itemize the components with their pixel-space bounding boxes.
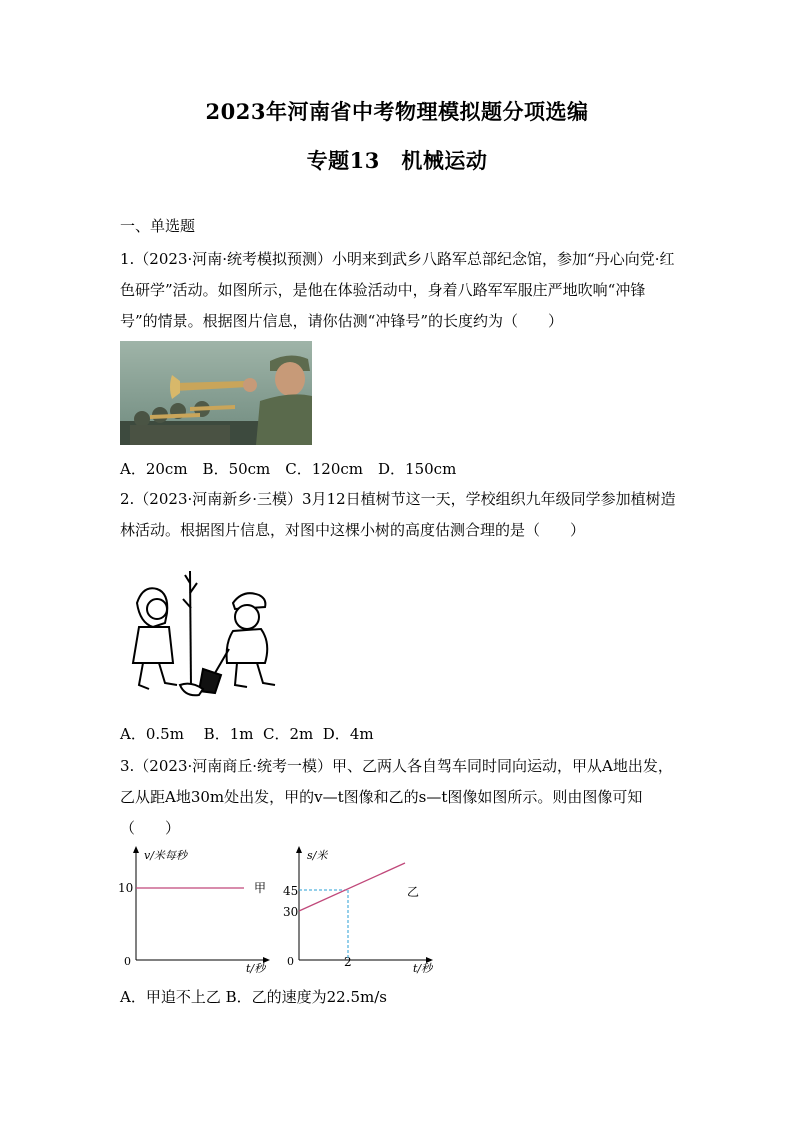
series-line-yi <box>299 863 405 911</box>
x-axis-label: t/秒 <box>413 962 433 974</box>
question-3-text: 3.（2023·河南商丘·统考一模）甲、乙两人各自驾车同时同向运动，甲从A地出发，乙从距A地30m处出发，甲的v—t图像和乙的s—t图像如图所示。则由图像可知（ ） <box>120 757 673 837</box>
series-label-yi: 乙 <box>407 885 420 899</box>
y-axis-label: s/米 <box>307 849 328 862</box>
page-title: 2023年河南省中考物理模拟题分项选编 <box>205 99 589 124</box>
question-1-text: 1.（2023·河南·统考模拟预测）小明来到武乡八路军总部纪念馆，参加“丹心向党·红色研学”活动。如图所示，是他在体验活动中，身着八路军军服庄严地吹响“冲锋号”的情景。根据图片信息，请你估测“冲锋号”的长度约为（ ） <box>120 250 675 330</box>
chart-s-t-yi <box>283 842 441 974</box>
bugle-soldier-photo <box>120 341 312 445</box>
x-tick-2: 2 <box>344 955 352 969</box>
x-axis-label: t/秒 <box>246 962 266 974</box>
origin-label: 0 <box>287 955 294 968</box>
series-label-jia: 甲 <box>254 881 267 895</box>
section-label: 一、单选题 <box>120 217 196 235</box>
tree-planting-illustration <box>125 563 300 703</box>
y-tick-10: 10 <box>118 881 134 895</box>
y-axis-label: v/米每秒 <box>144 849 187 862</box>
question-1-options: A．20cm B．50cm C．120cm D．150cm <box>120 460 457 478</box>
question-2-options: A．0.5m B．1m C．2m D．4m <box>120 725 374 743</box>
origin-label: 0 <box>124 955 131 968</box>
y-tick-45: 45 <box>283 884 299 898</box>
y-axis-arrow <box>133 846 139 853</box>
y-axis-arrow <box>296 846 302 853</box>
question-2-text: 2.（2023·河南新乡·三模）3月12日植树节这一天，学校组织九年级同学参加植树造林活动。根据图片信息，对图中这棵小树的高度估测合理的是（ ） <box>120 490 676 539</box>
question-3-options: A．甲追不上乙 B．乙的速度为22.5m/s <box>120 988 387 1006</box>
page-subtitle: 专题13 机械运动 <box>306 148 488 173</box>
chart-v-t-jia <box>118 842 278 974</box>
y-tick-30: 30 <box>283 905 299 919</box>
